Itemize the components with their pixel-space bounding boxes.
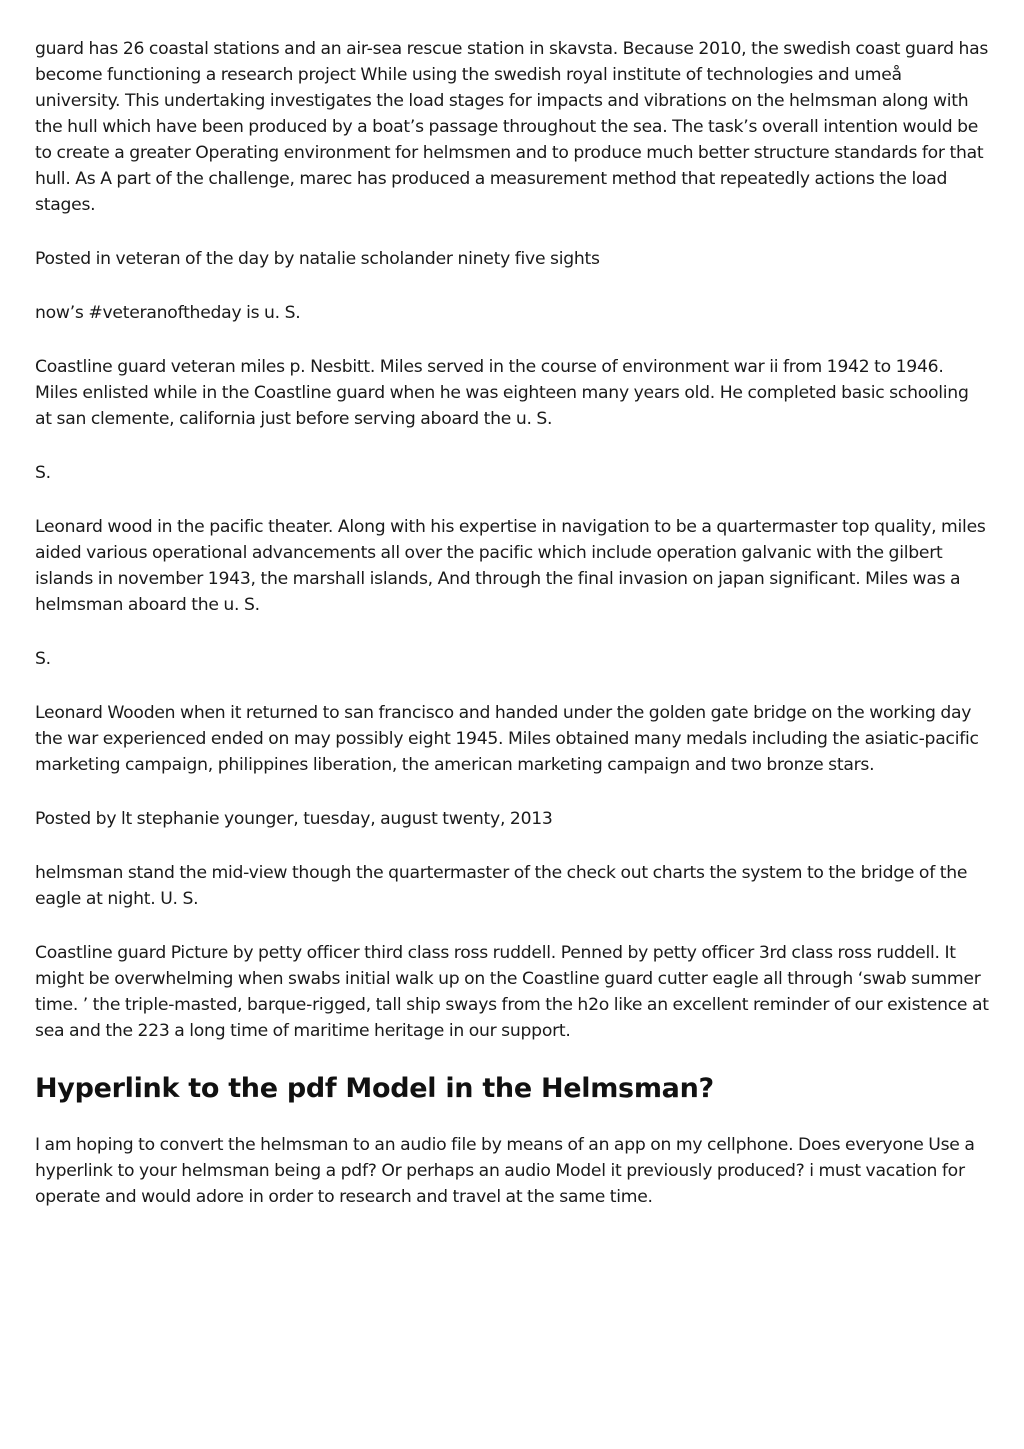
paragraph-s-fragment-1: S. xyxy=(35,463,51,483)
paragraph-audio-file-request: I am hoping to convert the helmsman to an audio file by means of an app on my cellphone. Does everyone Use a hyperlink to your helmsman being a pdf? Or perhaps an audio Model it previously produced? i must vacation for operate and would adore in order to research and travel at the same time. xyxy=(35,1135,975,1207)
paragraph-swab-summer: Coastline guard Picture by petty officer third class ross ruddell. Penned by petty officer 3rd class ross ruddell. It might be overwhelming when swabs initial walk up on the Coastline guard cutter eagle all through ‘swab summer time. ’ the triple-masted, barque-rigged, tall ship sways from the h2o like an excellent reminder of our existence at sea and the 223 a long time of maritime heritage in our support. xyxy=(35,943,989,1041)
paragraph-posted-in-veteran: Posted in veteran of the day by natalie scholander ninety five sights xyxy=(35,249,600,269)
paragraph-posted-by-lt: Posted by lt stephanie younger, tuesday, august twenty, 2013 xyxy=(35,809,553,829)
paragraph-helmsman-stand: helmsman stand the mid-view though the quartermaster of the check out charts the system to the bridge of the eagle at night. U. S. xyxy=(35,863,968,909)
paragraph-coast-guard-research: guard has 26 coastal stations and an air-sea rescue station in skavsta. Because 2010, the swedish coast guard has become functioning a research project While using the swedish royal institute of technologies and umeå university. This undertaking investigates the load stages for impacts and vibrations on the helmsman along with the hull which have been produced by a boat’s passage throughout the sea. The task’s overall intention would be to create a greater Operating environment for helmsmen and to produce much better structure standards for that hull. As A part of the challenge, marec has produced a measurement method that repeatedly actions the load stages. xyxy=(35,39,989,215)
section-heading: Hyperlink to the pdf Model in the Helmsman? xyxy=(35,1073,714,1104)
paragraph-veteran-of-the-day: now’s #veteranoftheday is u. S. xyxy=(35,303,301,323)
paragraph-leonard-wooden: Leonard Wooden when it returned to san francisco and handed under the golden gate bridge on the working day the war experienced ended on may possibly eight 1945. Miles obtained many medals including the asiatic-pacific marketing campaign, philippines liberation, the american marketing campaign and two bronze stars. xyxy=(35,703,979,775)
paragraph-leonard-wood: Leonard wood in the pacific theater. Along with his expertise in navigation to be a quartermaster top quality, miles aided various operational advancements all over the pacific which include operation galvanic with the gilbert islands in november 1943, the marshall islands, And through the final invasion on japan significant. Miles was a helmsman aboard the u. S. xyxy=(35,517,986,615)
paragraph-miles-nesbitt: Coastline guard veteran miles p. Nesbitt. Miles served in the course of environment war ii from 1942 to 1946. Miles enlisted while in the Coastline guard when he was eighteen many years old. He completed basic schooling at san clemente, california just before serving aboard the u. S. xyxy=(35,357,969,429)
paragraph-s-fragment-2: S. xyxy=(35,649,51,669)
